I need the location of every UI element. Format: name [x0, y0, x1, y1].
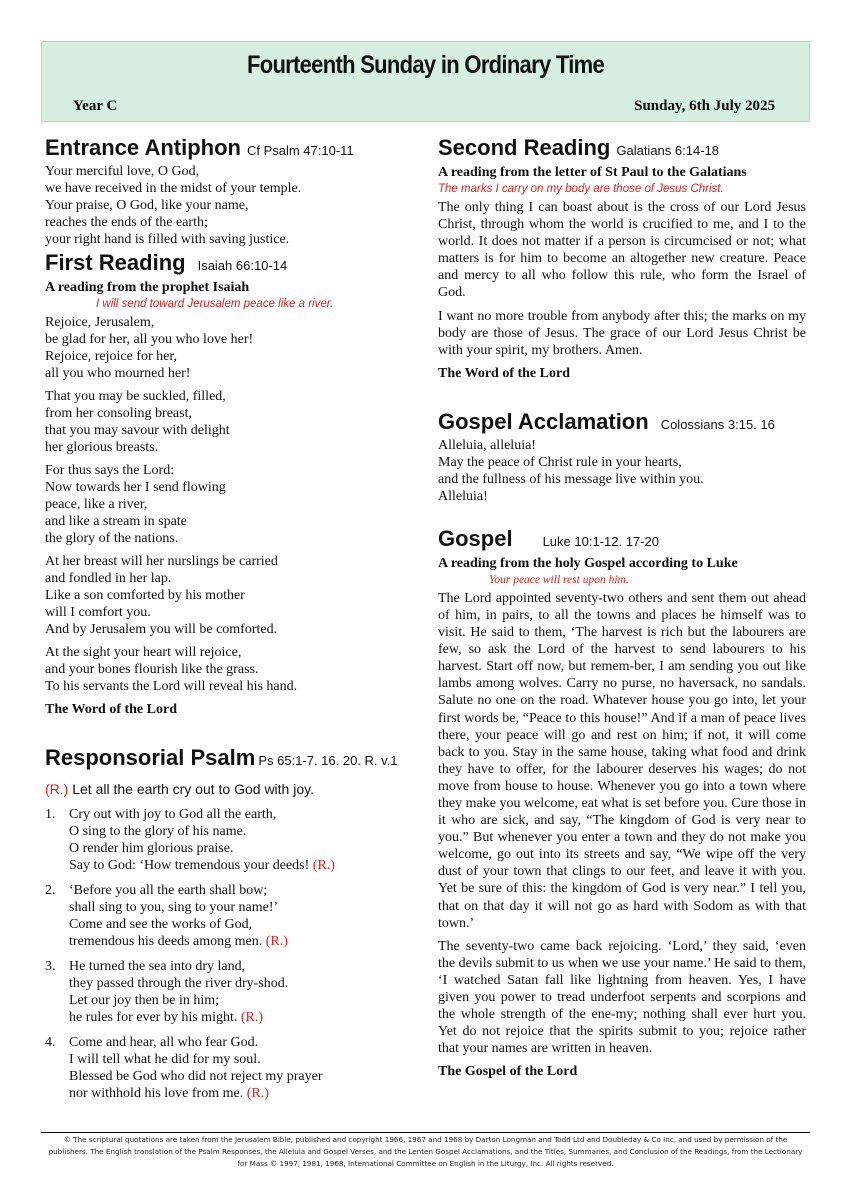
first-reading-subheading: A reading from the prophet Isaiah — [45, 280, 250, 295]
entrance-antiphon-section — [45, 136, 407, 248]
second-reading-section — [438, 136, 806, 382]
first-reading-closing: The Word of the Lord — [45, 702, 177, 717]
stanza: For thus says the Lord: Now towards her I send flowing peace, like a river, and like a stream in spate the glory of the nations. — [45, 463, 226, 546]
gospel-subheading: A reading from the holy Gospel according to Luke — [438, 555, 738, 571]
psalm-verse — [45, 1034, 407, 1102]
psalm-verse — [45, 958, 407, 1026]
response-marker: (R.) — [45, 781, 69, 797]
reading-paragraph: I want no more trouble from anybody after this; the marks on my body are those of Jesus. The grace of our Lord Jesus Christ be with your spirit, my brothers. Amen. — [438, 308, 806, 358]
acclamation-text: Alleluia, alleluia! May the peace of Christ rule in your hearts, and the fullness of his message live within you. Alleluia! — [438, 437, 704, 504]
gospel-reference: Luke 10:1-12. 17-20 — [542, 533, 659, 549]
reading-paragraph: The seventy-two came back rejoicing. ‘Lord,’ they said, ‘even the devils submit to us when we use your name.’ He said to them, ‘I watched Satan fall like lightning from heaven. Yes, I have given you power to tread underfoot serpents and scorpions and the whole strength of the ene-my; nothing shall ever hurt you. Yet do not rejoice that the spirits submit to you; rejoice rather that your names are written in heaven. — [438, 938, 806, 1057]
stanza: That you may be suckled, filled, from her consoling breast, that you may savour with delight her glorious breasts. — [45, 389, 230, 455]
first-reading-heading: First Reading — [45, 250, 186, 275]
section-heading — [438, 410, 806, 437]
right-column — [438, 136, 806, 1080]
verse-number: 3. — [45, 959, 56, 974]
stanza: At her breast will her nurslings be carried and fondled in her lap. Like a son comforted by his mother will I comfort you. And by Jerusalem you will be comforted. — [45, 554, 278, 637]
section-heading — [45, 746, 407, 773]
first-reading-summary: I will send toward Jerusalem peace like a river. — [96, 298, 334, 310]
verse-text: He turned the sea into dry land, they passed through the river dry-shod. Let our joy then be in him; he rules for ever by his might. — [69, 959, 289, 1025]
liturgical-year: Year C — [73, 98, 118, 114]
verse-number: 4. — [45, 1035, 56, 1050]
reading-paragraph: The Lord appointed seventy-two others and sent them out ahead of him, in pairs, to all the towns and places he himself was to visit. He said to them, ‘The harvest is rich but the labourers are few, so ask the Lord of the harvest to send labourers to his harvest. Start off now, but remem-ber, I am sending you out like lambs among wolves. Carry no purse, no haversack, no sandals. Salute no one on the road. Whatever house you go into, let your first words be, “Peace to this house!” And if a man of peace lives there, your peace will go and rest on him; if not, it will come back to you. Stay in the same house, taking what food and drink they have to offer, for the labourer deserves his wages; do not move from house to house. Whenever you go into a town where they make you welcome, eat what is set before you. Cure those in it who are sick, and say, “The kingdom of God is very near to you.” But whenever you enter a town and they do not make you welcome, go out into its streets and say, “We wipe off the very dust of your town that clings to our feet, and leave it with you. Yet be sure of this: the kingdom of God is very near.” I tell you, that on that day it will not go as hard with Sodom as with that town.’ — [438, 590, 806, 931]
second-reading-reference: Galatians 6:14-18 — [616, 143, 719, 158]
page-title: Fourteenth Sunday in Ordinary Time — [246, 51, 605, 79]
responsorial-psalm-section — [45, 746, 407, 1102]
response-marker: (R.) — [240, 1010, 264, 1025]
second-reading-subheading: A reading from the letter of St Paul to the Galatians — [438, 165, 747, 180]
psalm-verses — [45, 806, 407, 1102]
gospel-summary: Your peace will rest upon him. — [489, 573, 629, 586]
second-reading-heading: Second Reading — [438, 135, 611, 160]
psalm-heading: Responsorial Psalm — [45, 745, 256, 770]
entrance-antiphon-text: Your merciful love, O God, we have received in the midst of your temple. Your praise, O God, like your name, reaches the ends of the earth; your right hand is filled with saving justice. — [45, 164, 302, 247]
psalm-response — [45, 781, 407, 798]
response-marker: (R.) — [246, 1086, 269, 1101]
verse-number: 1. — [45, 807, 56, 822]
section-heading — [438, 527, 806, 554]
reading-paragraph: The only thing I can boast about is the cross of our Lord Jesus Christ, through whom the world is crucified to me, and I to the world. It does not matter if a person is circumcised or not; what matters is for him to become an altogether new creature. Peace and mercy to all who follow this rule, who form the Israel of God. — [438, 200, 806, 301]
footer-divider — [41, 1132, 810, 1133]
response-text: Let all the earth cry out to God with joy. — [72, 781, 314, 797]
stanza: Rejoice, Jerusalem, be glad for her, all you who love her! Rejoice, rejoice for her, all you who mourned her! — [45, 315, 254, 381]
section-heading — [45, 136, 407, 163]
response-marker: (R.) — [312, 858, 335, 873]
gospel-acclamation-section — [438, 410, 806, 505]
verse-text: Cry out with joy to God all the earth, O sing to the glory of his name. O render him glorious praise. Say to God: ‘How tremendous your deeds! — [69, 807, 310, 873]
acclamation-reference: Colossians 3:15. 16 — [660, 416, 775, 432]
celebration-date: Sunday, 6th July 2025 — [634, 98, 775, 114]
acclamation-heading: Gospel Acclamation — [438, 408, 649, 434]
verse-number: 2. — [45, 883, 56, 898]
section-heading — [438, 136, 806, 163]
gospel-heading: Gospel — [438, 525, 513, 551]
section-heading — [45, 251, 407, 278]
second-reading-summary: The marks I carry on my body are those of Jesus Christ. — [438, 183, 724, 195]
entrance-antiphon-heading: Entrance Antiphon — [45, 135, 241, 160]
verse-text: ‘Before you all the earth shall bow; shall sing to you, sing to your name!’ Come and see the works of God, tremendous his deeds among men. — [69, 883, 279, 949]
left-column — [45, 136, 407, 1110]
first-reading-section — [45, 251, 407, 718]
page-header — [41, 41, 810, 122]
verse-text: Come and hear, all who fear God. I will tell what he did for my soul. Blessed be God who did not reject my prayer nor withhold his love from me. — [69, 1035, 323, 1101]
response-marker: (R.) — [265, 934, 288, 949]
copyright-notice: © The scriptural quotations are taken from the Jerusalem Bible, published and copyright 1966, 1967 and 1968 by Darton Longman and Todd Ltd and Doubleday & Co Inc, and used by permission of the publishers. The English translation of the Psalm Responses, the Alleluia and Gospel Verses, and the Lenten Gospel Acclamations, and the Titles, Summaries, and Conclusion of the Readings, from the Lectionary for Mass © 1997, 1981, 1968, International Committee on English in the Liturgy, Inc. All rights reserved. — [48, 1135, 803, 1168]
second-reading-closing: The Word of the Lord — [438, 365, 570, 381]
stanza: At the sight your heart will rejoice, and your bones flourish like the grass. To his servants the Lord will reveal his hand. — [45, 645, 298, 694]
psalm-verse — [45, 882, 407, 950]
gospel-closing: The Gospel of the Lord — [438, 1064, 578, 1080]
psalm-verse — [45, 806, 407, 874]
gospel-section — [438, 527, 806, 1081]
first-reading-reference: Isaiah 66:10-14 — [197, 258, 288, 273]
psalm-reference: Ps 65:1-7. 16. 20. R. v.1 — [258, 753, 398, 768]
entrance-antiphon-reference: Cf Psalm 47:10-11 — [246, 143, 354, 158]
